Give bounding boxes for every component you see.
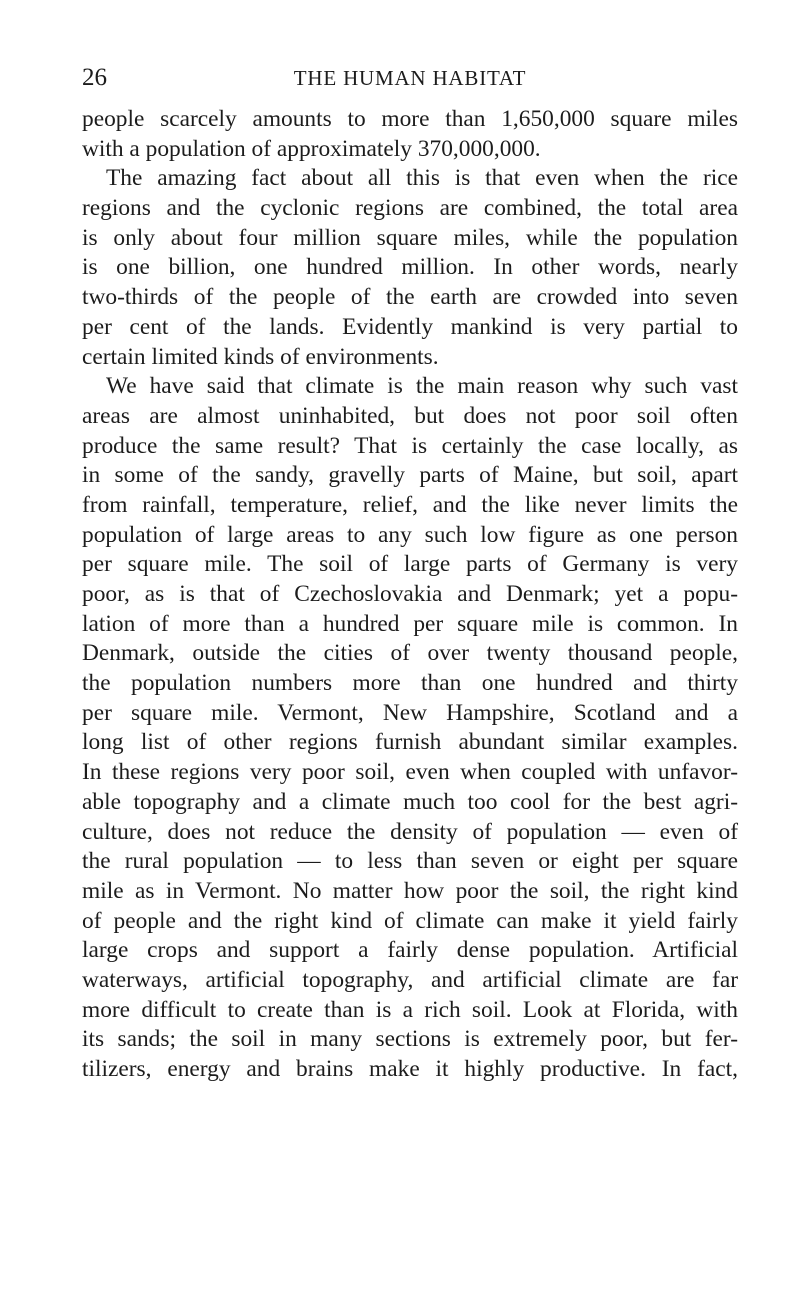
running-title: THE HUMAN HABITAT bbox=[293, 66, 527, 90]
text-line: the rural population — to less than seven or eight per square bbox=[82, 848, 738, 875]
text-line: mile as in Vermont. No matter how poor the soil, the right kind bbox=[82, 877, 738, 904]
text-line: certain limited kinds of environments. bbox=[82, 343, 439, 370]
text-line: produce the same result? That is certainly the case locally, as bbox=[82, 432, 738, 459]
text-line: two-thirds of the people of the earth are crowded into seven bbox=[82, 284, 738, 311]
text-line: lation of more than a hundred per square mile is common. In bbox=[82, 610, 738, 637]
text-line: of people and the right kind of climate can make it yield fairly bbox=[82, 907, 738, 934]
text-line: waterways, artificial topography, and artificial climate are far bbox=[82, 966, 738, 993]
text-line: large crops and support a fairly dense population. Artificial bbox=[82, 937, 738, 964]
text-line: from rainfall, temperature, relief, and the like never limits the bbox=[82, 491, 738, 518]
page-number: 26 bbox=[82, 64, 107, 91]
running-head bbox=[82, 62, 738, 94]
text-line: more difficult to create than is a rich soil. Look at Florida, with bbox=[82, 996, 738, 1023]
text-line: per square mile. Vermont, New Hampshire, Scotland and a bbox=[82, 699, 738, 726]
text-line: people scarcely amounts to more than 1,650,000 square miles bbox=[82, 106, 738, 132]
text-line: We have said that climate is the main reason why such vast bbox=[106, 373, 738, 400]
text-line: per cent of the lands. Evidently mankind is very partial to bbox=[82, 313, 738, 340]
text-line: able topography and a climate much too cool for the best agri- bbox=[82, 788, 738, 815]
text-line: tilizers, energy and brains make it highly productive. In fact, bbox=[82, 1056, 738, 1082]
text-line: in some of the sandy, gravelly parts of Maine, but soil, apart bbox=[82, 462, 738, 489]
text-line: is only about four million square miles, while the population bbox=[82, 224, 738, 251]
text-line: Denmark, outside the cities of over twenty thousand people, bbox=[82, 640, 738, 667]
text-line: long list of other regions furnish abundant similar examples. bbox=[82, 729, 738, 756]
text-line: poor, as is that of Czechoslovakia and Denmark; yet a popu- bbox=[82, 581, 738, 607]
text-line: The amazing fact about all this is that even when the rice bbox=[106, 165, 738, 192]
text-line: per square mile. The soil of large parts of Germany is very bbox=[82, 551, 738, 578]
text-line: the population numbers more than one hundred and thirty bbox=[82, 670, 738, 697]
text-line: culture, does not reduce the density of population — even of bbox=[82, 818, 738, 845]
text-line: areas are almost uninhabited, but does not poor soil often bbox=[82, 402, 738, 429]
text-line: In these regions very poor soil, even when coupled with unfavor- bbox=[82, 759, 738, 786]
text-line: its sands; the soil in many sections is extremely poor, but fer- bbox=[82, 1026, 738, 1053]
text-line: regions and the cyclonic regions are combined, the total area bbox=[82, 195, 738, 222]
text-line: population of large areas to any such low figure as one person bbox=[82, 521, 738, 548]
text-line: with a population of approximately 370,000,000. bbox=[82, 135, 541, 162]
text-line: is one billion, one hundred million. In other words, nearly bbox=[82, 254, 738, 281]
body-text bbox=[82, 105, 738, 1085]
